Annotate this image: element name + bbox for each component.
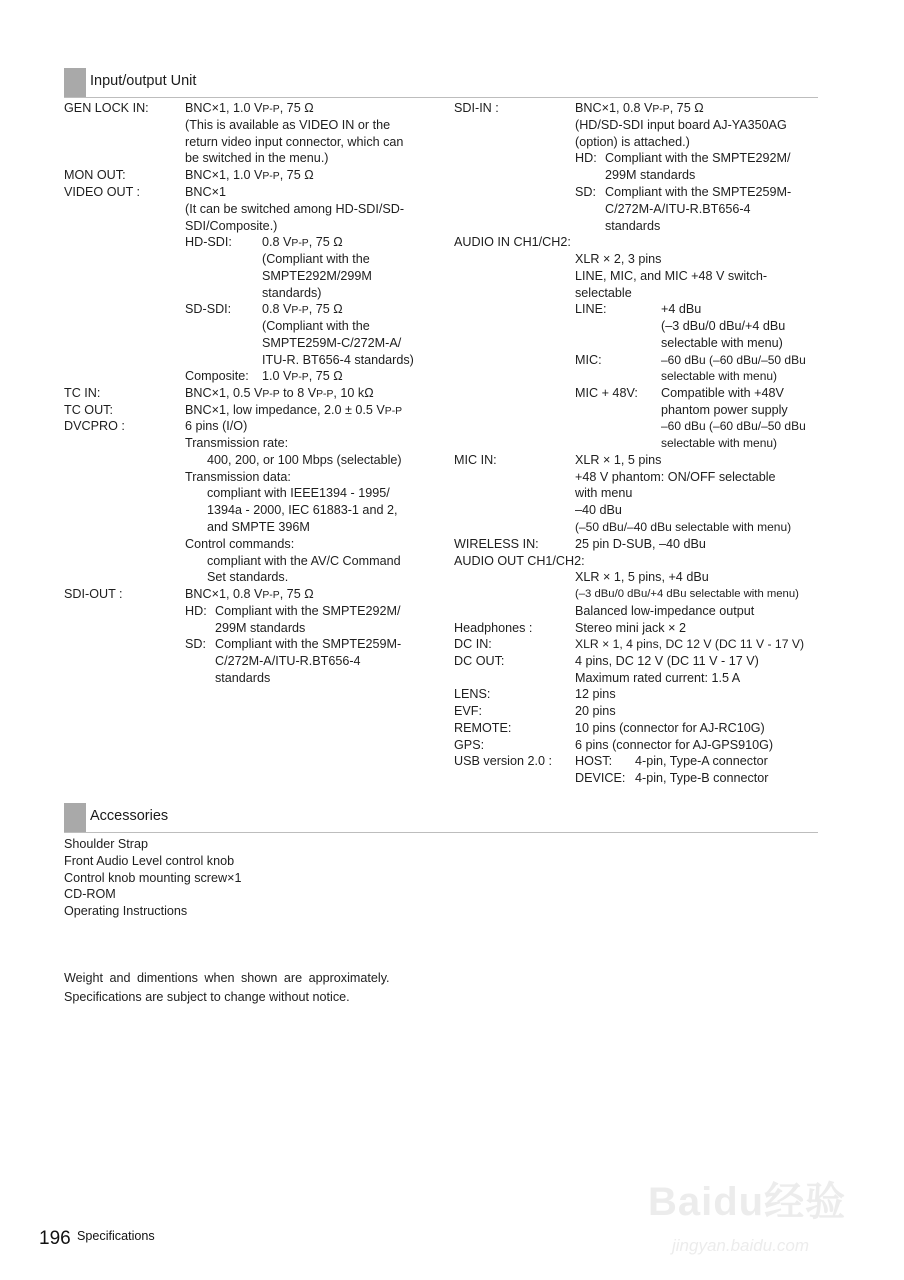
spec-label: Headphones : — [454, 621, 533, 635]
spec-sublabel: HD: — [575, 151, 597, 165]
spec-note: LINE, MIC, and MIC +48 V switch- — [575, 269, 768, 283]
spec-value: +4 dBu — [661, 302, 702, 316]
spec-note: SMPTE292M/299M — [262, 269, 372, 283]
spec-note: Compliant with the SMPTE259M- — [215, 637, 402, 651]
spec-sublabel: DEVICE: — [575, 771, 626, 785]
section-header-accessories — [64, 803, 818, 833]
spec-sublabel: HD-SDI: — [185, 235, 232, 249]
spec-value: BNC×1, 0.8 VP-P, 75 Ω — [575, 101, 704, 115]
list-item: Shoulder Strap — [64, 837, 149, 851]
spec-note: compliant with the AV/C Command — [207, 554, 401, 568]
spec-note: (HD/SD-SDI input board AJ-YA350AG — [575, 118, 787, 132]
spec-value: 6 pins (I/O) — [185, 419, 248, 433]
spec-note: (–3 dBu/0 dBu/+4 dBu — [661, 319, 786, 333]
spec-note: and SMPTE 396M — [207, 520, 310, 534]
spec-note: return video input connector, which can — [185, 135, 404, 149]
spec-note: Maximum rated current: 1.5 A — [575, 671, 741, 685]
spec-note: selectable — [575, 286, 632, 300]
spec-note: selectable with menu) — [661, 336, 783, 350]
spec-value: 25 pin D-SUB, –40 dBu — [575, 537, 706, 551]
spec-note: (option) is attached.) — [575, 135, 690, 149]
spec-label: WIRELESS IN: — [454, 537, 539, 551]
spec-label: GEN LOCK IN: — [64, 101, 149, 115]
spec-sublabel: SD: — [575, 185, 596, 199]
spec-sublabel: MIC + 48V: — [575, 386, 638, 400]
spec-label: AUDIO OUT CH1/CH2: — [454, 554, 585, 568]
spec-value: 0.8 VP-P, 75 Ω — [262, 302, 343, 316]
spec-value: 4-pin, Type-A connector — [635, 754, 768, 768]
spec-note: (This is available as VIDEO IN or the — [185, 118, 391, 132]
spec-sublabel: Transmission rate: — [185, 436, 289, 450]
spec-note: Set standards. — [207, 570, 289, 584]
spec-note: (It can be switched among HD-SDI/SD- — [185, 202, 405, 216]
spec-value: BNC×1 — [185, 185, 226, 199]
spec-value: BNC×1, 1.0 VP-P, 75 Ω — [185, 101, 314, 115]
section-header-io — [64, 68, 818, 98]
spec-label: TC OUT: — [64, 403, 113, 417]
spec-note: Compatible with +48V — [661, 386, 784, 400]
spec-value: 10 pins (connector for AJ-RC10G) — [575, 721, 765, 735]
list-item: CD-ROM — [64, 887, 116, 902]
spec-label: SDI-IN : — [454, 101, 499, 115]
spec-note: standards — [215, 671, 271, 685]
spec-sublabel: SD: — [185, 637, 206, 651]
disclaimer-notes — [64, 969, 390, 1007]
spec-value: 6 pins (connector for AJ-GPS910G) — [575, 738, 774, 752]
spec-value: BNC×1, low impedance, 2.0 ± 0.5 VP-P — [185, 403, 403, 417]
spec-value: 12 pins — [575, 687, 616, 701]
spec-label: GPS: — [454, 738, 485, 752]
spec-label: LENS: — [454, 687, 491, 701]
spec-note: 299M standards — [215, 621, 306, 635]
spec-label: SDI-OUT : — [64, 587, 123, 601]
list-item: Operating Instructions — [64, 904, 188, 919]
spec-note: standards — [605, 219, 661, 233]
spec-sublabel: Control commands: — [185, 537, 295, 551]
spec-sublabel: HD: — [185, 604, 207, 618]
spec-note: C/272M-A/ITU-R.BT656-4 — [605, 202, 751, 216]
spec-label: MIC IN: — [454, 453, 497, 467]
spec-note: (–3 dBu/0 dBu/+4 dBu selectable with menu) — [575, 588, 799, 600]
spec-label: DC OUT: — [454, 654, 505, 668]
spec-note: compliant with IEEE1394 - 1995/ — [207, 486, 390, 500]
accessories-list — [64, 836, 241, 920]
spec-sublabel: LINE: — [575, 302, 607, 316]
spec-note: –60 dBu (–60 dBu/–50 dBu — [661, 419, 806, 433]
spec-value: XLR × 1, 5 pins, +4 dBu — [575, 570, 709, 584]
spec-value: XLR × 2, 3 pins — [575, 252, 662, 266]
spec-value: BNC×1, 0.8 VP-P, 75 Ω — [185, 587, 314, 601]
spec-value: Stereo mini jack × 2 — [575, 621, 686, 635]
spec-note: (–50 dBu/–40 dBu selectable with menu) — [575, 520, 792, 534]
spec-note: SMPTE259M-C/272M-A/ — [262, 336, 402, 350]
spec-sublabel: Transmission data: — [185, 470, 291, 484]
spec-label: DVCPRO : — [64, 419, 125, 433]
spec-sublabel: MIC: — [575, 353, 602, 367]
spec-label: DC IN: — [454, 637, 492, 651]
watermark — [642, 1150, 852, 1275]
spec-value: 1.0 VP-P, 75 Ω — [262, 369, 343, 383]
spec-value: BNC×1, 0.5 VP-P to 8 VP-P, 10 kΩ — [185, 386, 374, 400]
page-number: 196 — [39, 1228, 71, 1249]
spec-note: 400, 200, or 100 Mbps (selectable) — [207, 453, 402, 467]
list-item: Control knob mounting screw×1 — [64, 870, 242, 885]
spec-note: Compliant with the SMPTE259M- — [605, 185, 792, 199]
spec-note: –40 dBu — [575, 503, 622, 517]
spec-value: 4 pins, DC 12 V (DC 11 V - 17 V) — [575, 654, 759, 668]
watermark-logo: Baidu经验 — [648, 1180, 847, 1224]
watermark-url: jingyan.baidu.com — [672, 1236, 810, 1255]
spec-label: TC IN: — [64, 386, 101, 400]
spec-note: ITU-R. BT656-4 standards) — [262, 353, 414, 367]
section-marker — [64, 803, 86, 832]
spec-note: 299M standards — [605, 168, 696, 182]
spec-value: 0.8 VP-P, 75 Ω — [262, 235, 343, 249]
spec-label: EVF: — [454, 704, 482, 718]
spec-note: be switched in the menu.) — [185, 151, 329, 165]
spec-note: (Compliant with the — [262, 252, 370, 266]
spec-note: phantom power supply — [661, 403, 788, 417]
spec-note: Compliant with the SMPTE292M/ — [605, 151, 791, 165]
spec-sublabel: HOST: — [575, 754, 613, 768]
note-line: Specifications are subject to change without notice. — [64, 990, 350, 1004]
spec-note: Compliant with the SMPTE292M/ — [215, 604, 401, 618]
section-title-accessories: Accessories — [90, 808, 169, 824]
spec-label: USB version 2.0 : — [454, 754, 552, 768]
spec-value: XLR × 1, 4 pins, DC 12 V (DC 11 V - 17 V) — [575, 637, 805, 651]
spec-sublabel: Composite: — [185, 369, 249, 383]
spec-note: 1394a - 2000, IEC 61883-1 and 2, — [207, 503, 398, 517]
spec-note: (Compliant with the — [262, 319, 370, 333]
list-item: Front Audio Level control knob — [64, 853, 235, 868]
spec-label: VIDEO OUT : — [64, 185, 141, 199]
section-title-io: Input/output Unit — [90, 73, 197, 89]
spec-value: BNC×1, 1.0 VP-P, 75 Ω — [185, 168, 314, 182]
spec-value: XLR × 1, 5 pins — [575, 453, 662, 467]
spec-note: with menu — [575, 486, 633, 500]
spec-note: C/272M-A/ITU-R.BT656-4 — [215, 654, 361, 668]
spec-label: MON OUT: — [64, 168, 126, 182]
section-marker — [64, 68, 86, 97]
spec-value: 4-pin, Type-B connector — [635, 771, 769, 785]
footer-section-title: Specifications — [77, 1229, 155, 1243]
spec-value: 20 pins — [575, 704, 616, 718]
spec-note: selectable with menu) — [661, 369, 778, 383]
spec-note: SDI/Composite.) — [185, 219, 278, 233]
spec-label: AUDIO IN CH1/CH2: — [454, 235, 571, 249]
note-line: Weight and dimentions when shown are approximately. — [64, 971, 390, 985]
spec-note: –60 dBu (–60 dBu/–50 dBu — [661, 353, 806, 367]
spec-note: Balanced low-impedance output — [575, 604, 755, 618]
spec-sublabel: SD-SDI: — [185, 302, 232, 316]
spec-label: REMOTE: — [454, 721, 512, 735]
spec-note: +48 V phantom: ON/OFF selectable — [575, 470, 776, 484]
spec-note: standards) — [262, 286, 322, 300]
spec-note: selectable with menu) — [661, 436, 778, 450]
